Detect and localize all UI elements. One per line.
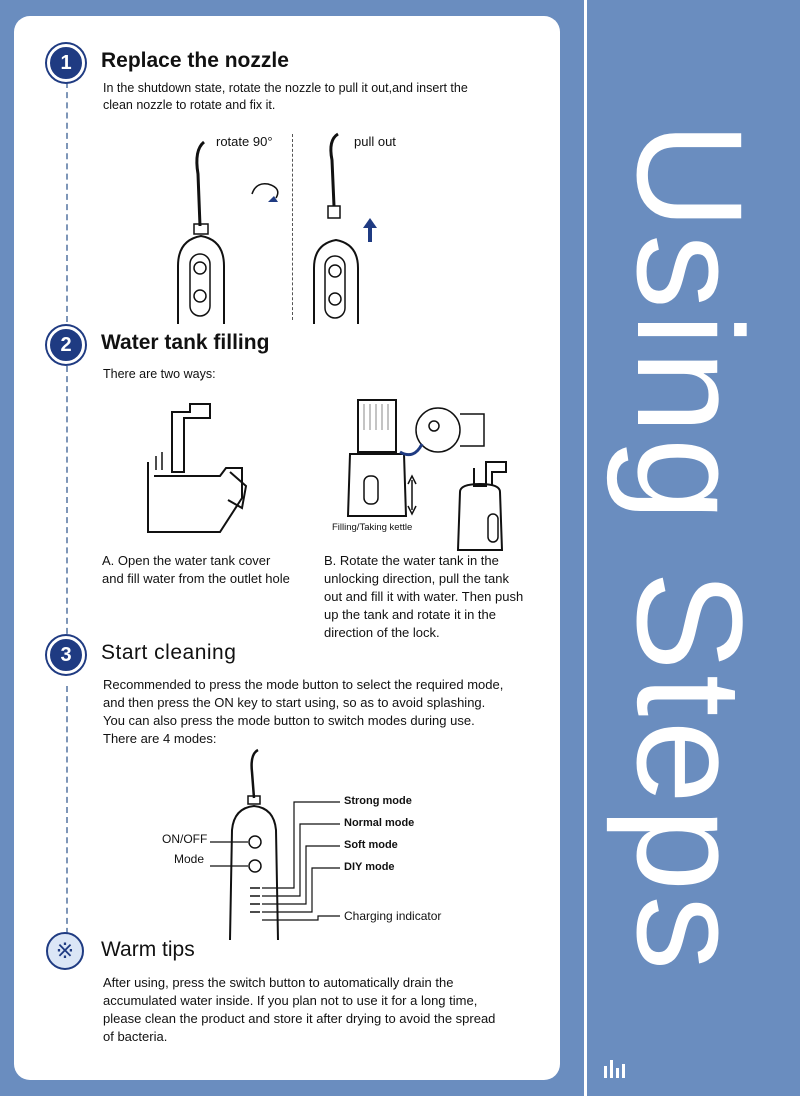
text-line: After using, press the switch button to automatically drain the xyxy=(103,975,454,990)
mode-soft: Soft mode xyxy=(344,839,398,851)
step-2-badge: 2 xyxy=(47,326,85,364)
step-connector xyxy=(66,366,68,644)
tips-title: Warm tips xyxy=(101,938,195,961)
modes-illustration xyxy=(214,744,354,944)
side-title: Using Steps xyxy=(606,121,774,975)
text-line: please clean the product and store it after drying to avoid the spread xyxy=(103,1011,496,1026)
tips-icon: ※ xyxy=(46,932,84,970)
mode-normal: Normal mode xyxy=(344,817,415,829)
step-1-badge: 1 xyxy=(47,44,85,82)
mode-strong: Strong mode xyxy=(344,795,412,807)
step-3-badge: 3 xyxy=(47,636,85,674)
rotate-label: rotate 90° xyxy=(216,134,273,149)
nozzle-rotate-illustration xyxy=(164,134,294,324)
tips-text xyxy=(103,974,495,1046)
text-line: unlocking direction, pull the tank xyxy=(324,571,510,586)
text-line: There are 4 modes: xyxy=(103,731,217,746)
charging-indicator-label: Charging indicator xyxy=(344,909,442,923)
text-line: A. Open the water tank cover xyxy=(102,553,271,568)
mode-label: Mode xyxy=(174,852,205,866)
step-3-title: Start cleaning xyxy=(101,641,237,664)
mode-diy: DIY mode xyxy=(344,861,395,873)
instructions-card xyxy=(14,16,560,1080)
text-line: accumulated water inside. If you plan not to use it for a long time, xyxy=(103,993,478,1008)
step-3-text xyxy=(103,676,503,748)
text-line: out and fill it with water. Then push xyxy=(324,589,524,604)
text-line: of bacteria. xyxy=(103,1029,168,1044)
text-line: B. Rotate the water tank in the xyxy=(324,553,499,568)
text-line: and then press the ON key to start using, so as to avoid splashing. xyxy=(103,695,486,710)
text-line: clean nozzle to rotate and fix it. xyxy=(103,98,276,112)
text-line: up the tank and rotate it in the xyxy=(324,607,497,622)
bars-icon xyxy=(604,1056,630,1078)
nozzle-pull-illustration xyxy=(300,126,420,326)
divider xyxy=(292,134,293,320)
text-line: Recommended to press the mode button to select the required mode, xyxy=(103,677,504,692)
text-line: You can also press the mode button to switch modes during use. xyxy=(103,713,475,728)
option-b-text xyxy=(324,552,523,642)
option-a-text xyxy=(102,552,290,588)
text-line: direction of the lock. xyxy=(324,625,440,640)
pull-out-label: pull out xyxy=(354,134,396,149)
tank-cover-illustration xyxy=(134,396,274,536)
step-1-title: Replace the nozzle xyxy=(101,49,289,72)
step-2-title: Water tank filling xyxy=(101,331,270,354)
step-1-text xyxy=(103,80,468,114)
step-2-intro: There are two ways: xyxy=(103,367,216,381)
on-off-label: ON/OFF xyxy=(162,832,208,846)
step-connector xyxy=(66,686,68,944)
text-line: and fill water from the outlet hole xyxy=(102,571,290,586)
step-connector xyxy=(66,82,68,322)
text-line: In the shutdown state, rotate the nozzle to pull it out,and insert the xyxy=(103,81,468,95)
side-divider xyxy=(584,0,587,1096)
kettle-label: Filling/Taking kettle xyxy=(332,522,413,533)
